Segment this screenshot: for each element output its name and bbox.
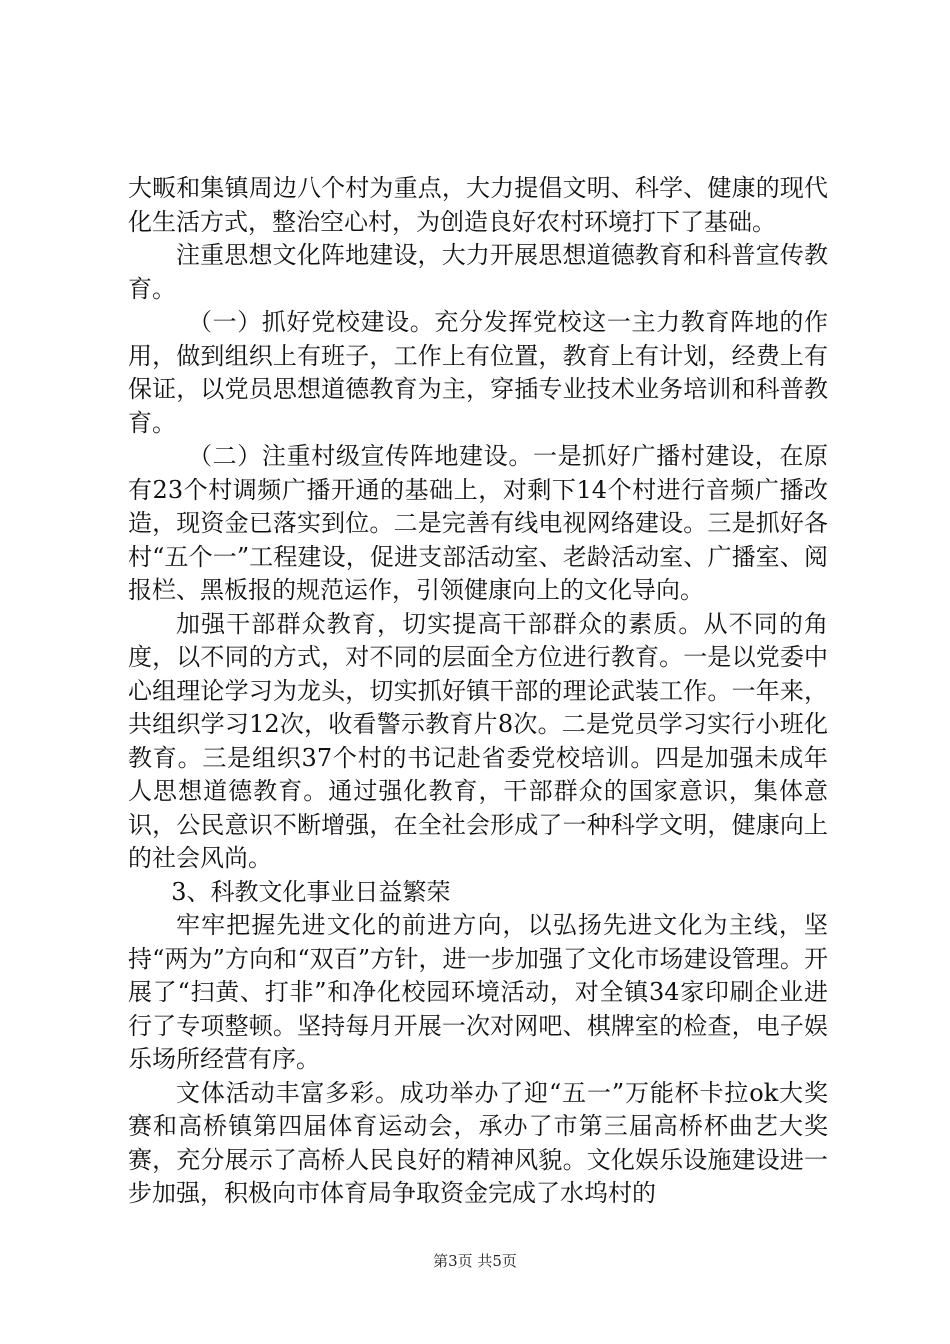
section-heading: 3、科教文化事业日益繁荣 [171, 877, 451, 906]
page-footer [0, 1250, 950, 1271]
document-body [128, 172, 828, 1211]
body-paragraph: 大畈和集镇周边八个村为重点，大力提倡文明、科学、健康的现代化生活方式，整治空心村，为创造良好农村环境打下了基础。 [128, 174, 828, 236]
body-paragraph: （一）抓好党校建设。充分发挥党校这一主力教育阵地的作用，做到组织上有班子，工作上有位置，教育上有计划，经费上有保证，以党员思想道德教育为主，穿插专业技术业务培训和科普教育。 [128, 308, 828, 437]
body-paragraph: （二）注重村级宣传阵地建设。一是抓好广播村建设，在原有23个村调频广播开通的基础上，对剩下14个村进行音频广播改造，现资金已落实到位。二是完善有线电视网络建设。三是抓好各村“五个一”工程建设，促进支部活动室、老龄活动室、广播室、阅报栏、黑板报的规范运作，引领健康向上的文化导向。 [128, 442, 828, 604]
page-number: 第3页 共5页 [433, 1252, 517, 1270]
body-paragraph: 加强干部群众教育，切实提高干部群众的素质。从不同的角度，以不同的方式，对不同的层面全方位进行教育。一是以党委中心组理论学习为龙头，切实抓好镇干部的理论武装工作。一年来，共组织学习12次，收看警示教育片8次。二是党员学习实行小班化教育。三是组织37个村的书记赴省委党校培训。四是加强未成年人思想道德教育。通过强化教育，干部群众的国家意识，集体意识，公民意识不断增强，在全社会形成了一种科学文明，健康向上的社会风尚。 [128, 609, 828, 872]
body-paragraph: 文体活动丰富多彩。成功举办了迎“五一”万能杯卡拉ok大奖赛和高桥镇第四届体育运动会，承办了市第三届高桥杯曲艺大奖赛，充分展示了高桥人民良好的精神风貌。文化娱乐设施建设进一步加强，积极向市体育局争取资金完成了水坞村的 [128, 1078, 828, 1207]
body-paragraph: 注重思想文化阵地建设，大力开展思想道德教育和科普宣传教育。 [128, 241, 828, 303]
body-paragraph: 牢牢把握先进文化的前进方向，以弘扬先进文化为主线，坚持“两为”方向和“双百”方针，进一步加强了文化市场建设管理。开展了“扫黄、打非”和净化校园环境活动，对全镇34家印刷企业进行了专项整顿。坚持每月开展一次对网吧、棋牌室的检查，电子娱乐场所经营有序。 [128, 911, 828, 1073]
